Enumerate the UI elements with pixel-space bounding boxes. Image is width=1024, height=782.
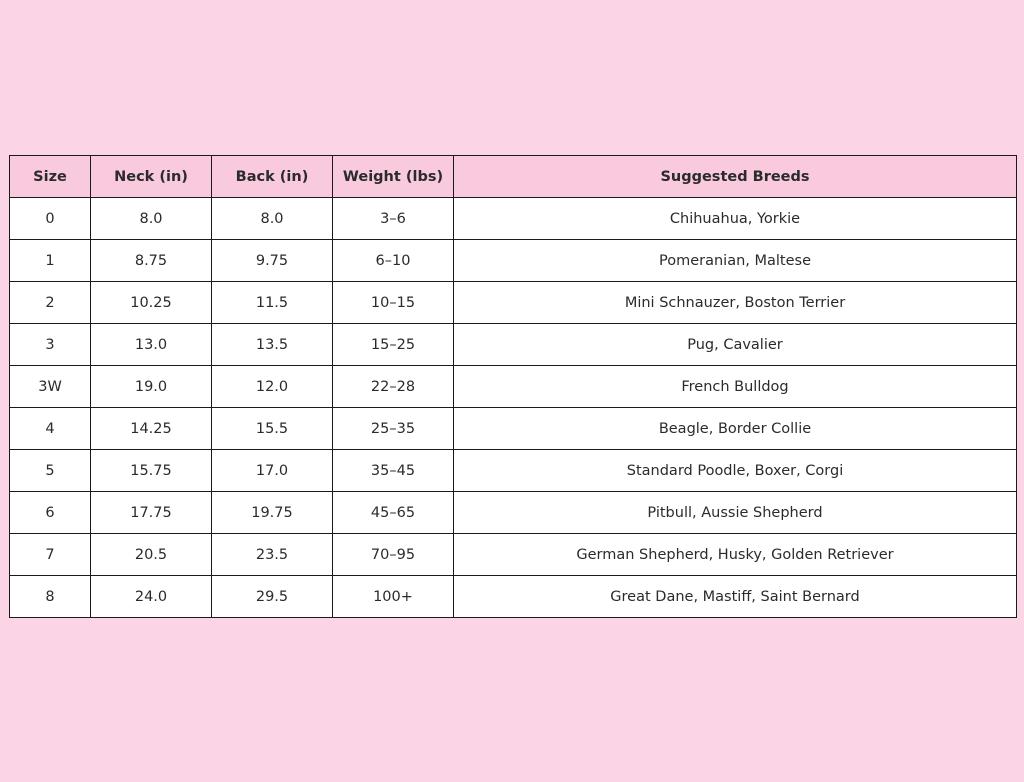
size-chart-table	[9, 155, 1017, 618]
cell-suggested-breeds: German Shepherd, Husky, Golden Retriever	[454, 534, 1017, 576]
cell-back: 8.0	[212, 198, 333, 240]
cell-neck: 14.25	[91, 408, 212, 450]
cell-back: 11.5	[212, 282, 333, 324]
cell-size: 8	[10, 576, 91, 618]
cell-back: 15.5	[212, 408, 333, 450]
cell-back: 19.75	[212, 492, 333, 534]
cell-size: 3W	[10, 366, 91, 408]
cell-suggested-breeds: Beagle, Border Collie	[454, 408, 1017, 450]
cell-weight: 35–45	[333, 450, 454, 492]
table-header	[10, 156, 1017, 198]
cell-size: 6	[10, 492, 91, 534]
header-suggested-breeds: Suggested Breeds	[454, 156, 1017, 198]
cell-neck: 10.25	[91, 282, 212, 324]
cell-back: 12.0	[212, 366, 333, 408]
cell-suggested-breeds: French Bulldog	[454, 366, 1017, 408]
cell-back: 29.5	[212, 576, 333, 618]
cell-weight: 6–10	[333, 240, 454, 282]
cell-size: 3	[10, 324, 91, 366]
header-back: Back (in)	[212, 156, 333, 198]
cell-weight: 10–15	[333, 282, 454, 324]
table-row	[10, 324, 1017, 366]
table-row	[10, 576, 1017, 618]
cell-suggested-breeds: Standard Poodle, Boxer, Corgi	[454, 450, 1017, 492]
cell-suggested-breeds: Mini Schnauzer, Boston Terrier	[454, 282, 1017, 324]
cell-size: 1	[10, 240, 91, 282]
cell-neck: 15.75	[91, 450, 212, 492]
cell-size: 0	[10, 198, 91, 240]
cell-suggested-breeds: Great Dane, Mastiff, Saint Bernard	[454, 576, 1017, 618]
header-neck: Neck (in)	[91, 156, 212, 198]
cell-neck: 20.5	[91, 534, 212, 576]
table-row	[10, 534, 1017, 576]
cell-suggested-breeds: Chihuahua, Yorkie	[454, 198, 1017, 240]
table-row	[10, 240, 1017, 282]
table-body	[10, 198, 1017, 618]
cell-size: 7	[10, 534, 91, 576]
table-row	[10, 450, 1017, 492]
cell-neck: 19.0	[91, 366, 212, 408]
header-size: Size	[10, 156, 91, 198]
table-row	[10, 408, 1017, 450]
cell-size: 2	[10, 282, 91, 324]
header-row	[10, 156, 1017, 198]
cell-weight: 15–25	[333, 324, 454, 366]
cell-neck: 8.0	[91, 198, 212, 240]
cell-weight: 45–65	[333, 492, 454, 534]
cell-weight: 3–6	[333, 198, 454, 240]
cell-back: 17.0	[212, 450, 333, 492]
cell-weight: 100+	[333, 576, 454, 618]
size-chart-table-container	[9, 155, 1016, 618]
cell-back: 23.5	[212, 534, 333, 576]
table-row	[10, 282, 1017, 324]
cell-neck: 17.75	[91, 492, 212, 534]
cell-back: 9.75	[212, 240, 333, 282]
cell-neck: 8.75	[91, 240, 212, 282]
cell-suggested-breeds: Pomeranian, Maltese	[454, 240, 1017, 282]
cell-back: 13.5	[212, 324, 333, 366]
cell-neck: 24.0	[91, 576, 212, 618]
cell-suggested-breeds: Pug, Cavalier	[454, 324, 1017, 366]
cell-weight: 22–28	[333, 366, 454, 408]
table-row	[10, 198, 1017, 240]
cell-size: 4	[10, 408, 91, 450]
header-weight: Weight (lbs)	[333, 156, 454, 198]
table-row	[10, 366, 1017, 408]
cell-neck: 13.0	[91, 324, 212, 366]
cell-size: 5	[10, 450, 91, 492]
cell-suggested-breeds: Pitbull, Aussie Shepherd	[454, 492, 1017, 534]
table-row	[10, 492, 1017, 534]
cell-weight: 25–35	[333, 408, 454, 450]
cell-weight: 70–95	[333, 534, 454, 576]
